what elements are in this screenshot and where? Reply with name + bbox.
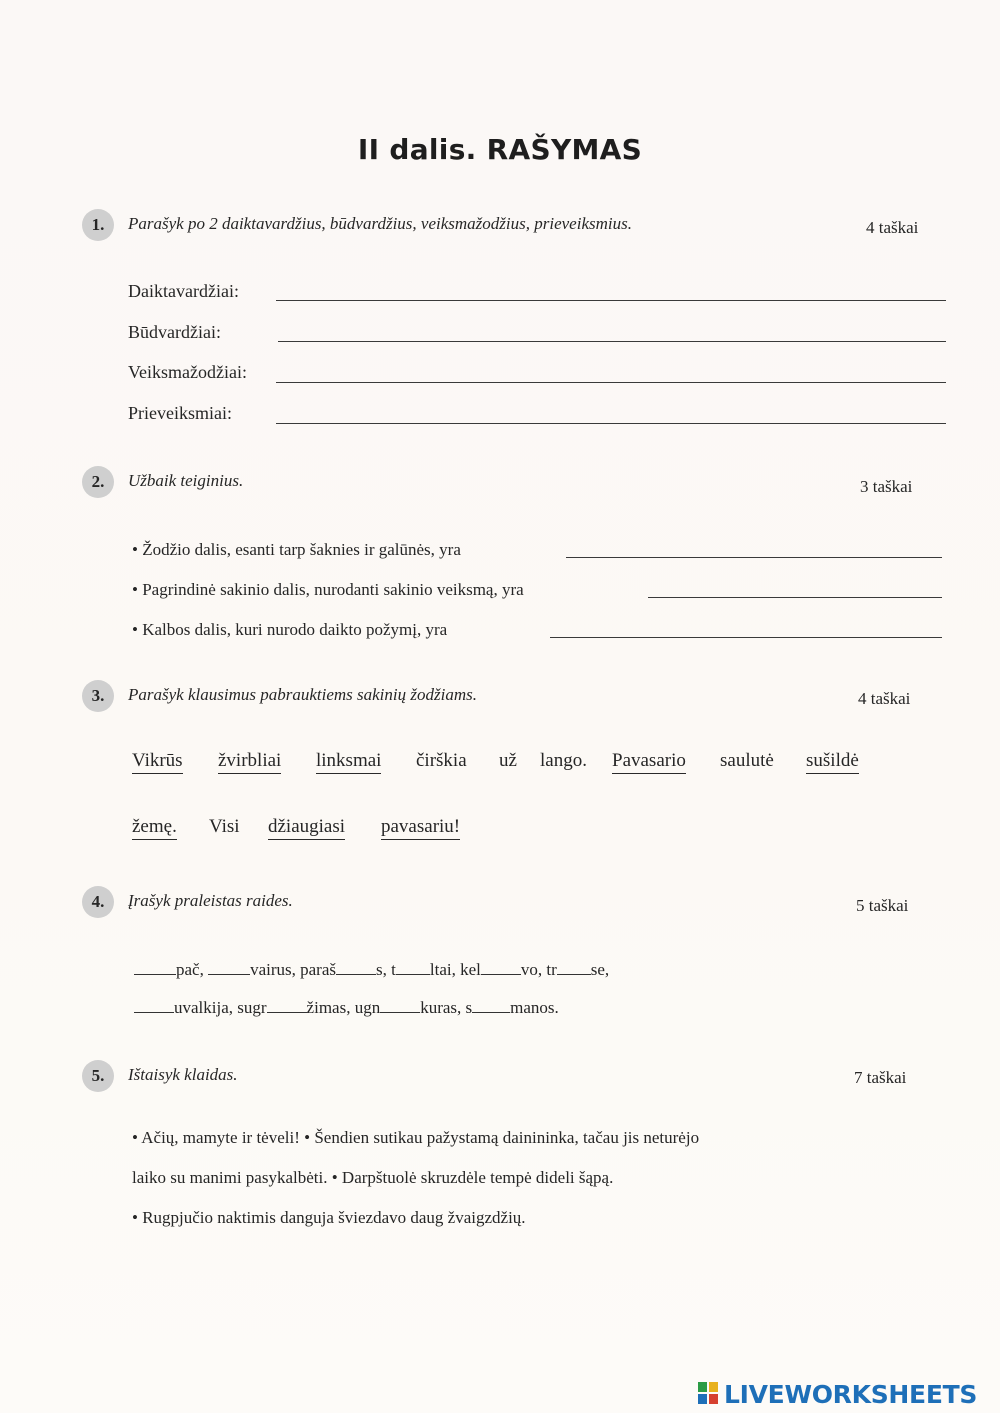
answer-line-nouns[interactable] bbox=[276, 300, 946, 301]
task-instruction: Parašyk po 2 daiktavardžius, būdvardžius, veiksmažodžius, prieveiksmius. bbox=[128, 214, 632, 233]
statement-item: • Pagrindinė sakinio dalis, nurodanti sakinio veiksmą, yra bbox=[132, 580, 524, 599]
letter-blank[interactable] bbox=[557, 960, 591, 975]
task-number-badge: 4. bbox=[82, 886, 114, 918]
error-text-line[interactable]: laiko su manimi pasykalbėti. • Darpštuolė skruzdėle tempė dideli šąpą. bbox=[132, 1168, 614, 1187]
underlined-word[interactable]: Vikrūs bbox=[132, 750, 183, 774]
letter-blank[interactable] bbox=[481, 960, 521, 975]
task-points: 5 taškai bbox=[856, 896, 909, 915]
word-fragment: kel bbox=[460, 960, 481, 979]
word-fragment: pač, bbox=[176, 960, 204, 979]
logo-mark-icon bbox=[698, 1382, 720, 1406]
word-fragment: ugn bbox=[354, 998, 381, 1017]
sentence-word: lango. bbox=[540, 750, 587, 771]
letter-blank[interactable] bbox=[208, 960, 250, 975]
task-points: 7 taškai bbox=[854, 1068, 907, 1087]
word-fragment: žimas, bbox=[306, 998, 351, 1017]
sentence-word: čirškia bbox=[416, 750, 467, 771]
page-title: II dalis. RAŠYMAS bbox=[357, 133, 643, 166]
underlined-word[interactable]: linksmai bbox=[316, 750, 381, 774]
letter-blank[interactable] bbox=[267, 998, 307, 1013]
letter-blank[interactable] bbox=[380, 998, 420, 1013]
task-instruction: Parašyk klausimus pabrauktiems sakinių žodžiams. bbox=[128, 685, 477, 704]
field-label-nouns: Daiktavardžiai: bbox=[128, 281, 239, 301]
word-fragment: vairus, bbox=[250, 960, 296, 979]
letter-blank[interactable] bbox=[134, 960, 176, 975]
field-label-adverbs: Prieveiksmiai: bbox=[128, 403, 232, 423]
word-fragment: t bbox=[391, 960, 396, 979]
word-fragment: uvalkija, bbox=[174, 998, 234, 1017]
answer-line-verbs[interactable] bbox=[276, 382, 946, 383]
error-text-line[interactable]: • Rugpjučio naktimis danguja šviezdavo daug žvaigzdžių. bbox=[132, 1208, 526, 1227]
sentence-word: Visi bbox=[209, 816, 240, 837]
statement-item: • Žodžio dalis, esanti tarp šaknies ir galūnės, yra bbox=[132, 540, 461, 559]
answer-line-statement-3[interactable] bbox=[550, 637, 942, 638]
letter-blank[interactable] bbox=[134, 998, 174, 1013]
word-fragment: manos. bbox=[510, 998, 559, 1017]
task-points: 4 taškai bbox=[866, 218, 919, 237]
task-instruction: Ištaisyk klaidas. bbox=[128, 1065, 238, 1084]
word-fragment: vo, bbox=[520, 960, 543, 979]
field-label-adjectives: Būdvardžiai: bbox=[128, 322, 221, 342]
word-fragment: paraš bbox=[300, 960, 337, 979]
word-fragment: kuras, bbox=[420, 998, 462, 1017]
answer-line-statement-2[interactable] bbox=[648, 597, 942, 598]
task-points: 3 taškai bbox=[860, 477, 913, 496]
task-points: 4 taškai bbox=[858, 689, 911, 708]
task-number-badge: 3. bbox=[82, 680, 114, 712]
word-fragment: se, bbox=[590, 960, 610, 979]
statement-item: • Kalbos dalis, kuri nurodo daikto požymį, yra bbox=[132, 620, 448, 639]
gap-fill-row-2 bbox=[134, 998, 559, 1018]
error-text-line[interactable]: • Ačių, mamyte ir tėveli! • Šendien sutikau pažystamą dainininka, tačau jis neturėjo bbox=[132, 1128, 700, 1147]
logo-text: LIVEWORKSHEETS bbox=[724, 1380, 978, 1409]
underlined-word[interactable]: džiaugiasi bbox=[268, 816, 345, 840]
word-fragment: sugr bbox=[237, 998, 267, 1017]
task-number-badge: 5. bbox=[82, 1060, 114, 1092]
underlined-word[interactable]: žemę. bbox=[132, 816, 177, 840]
task-instruction: Įrašyk praleistas raides. bbox=[128, 891, 293, 910]
sentence-word: saulutė bbox=[720, 750, 774, 771]
letter-blank[interactable] bbox=[396, 960, 430, 975]
gap-fill-row-1 bbox=[134, 960, 609, 980]
underlined-word[interactable]: Pavasario bbox=[612, 750, 686, 774]
field-label-verbs: Veiksmažodžiai: bbox=[128, 362, 247, 382]
letter-blank[interactable] bbox=[336, 960, 376, 975]
word-fragment: s, bbox=[376, 960, 387, 979]
answer-line-adverbs[interactable] bbox=[276, 423, 946, 424]
word-fragment: s bbox=[465, 998, 473, 1017]
letter-blank[interactable] bbox=[472, 998, 510, 1013]
word-fragment: ltai, bbox=[429, 960, 456, 979]
underlined-word[interactable]: pavasariu! bbox=[381, 816, 460, 840]
answer-line-adjectives[interactable] bbox=[278, 341, 946, 342]
underlined-word[interactable]: žvirbliai bbox=[218, 750, 281, 774]
word-fragment: tr bbox=[546, 960, 557, 979]
task-instruction: Užbaik teiginius. bbox=[128, 471, 244, 490]
sentence-word: už bbox=[499, 750, 517, 771]
task-number-badge: 1. bbox=[82, 209, 114, 241]
underlined-word[interactable]: sušildė bbox=[806, 750, 859, 774]
task-number-badge: 2. bbox=[82, 466, 114, 498]
answer-line-statement-1[interactable] bbox=[566, 557, 942, 558]
